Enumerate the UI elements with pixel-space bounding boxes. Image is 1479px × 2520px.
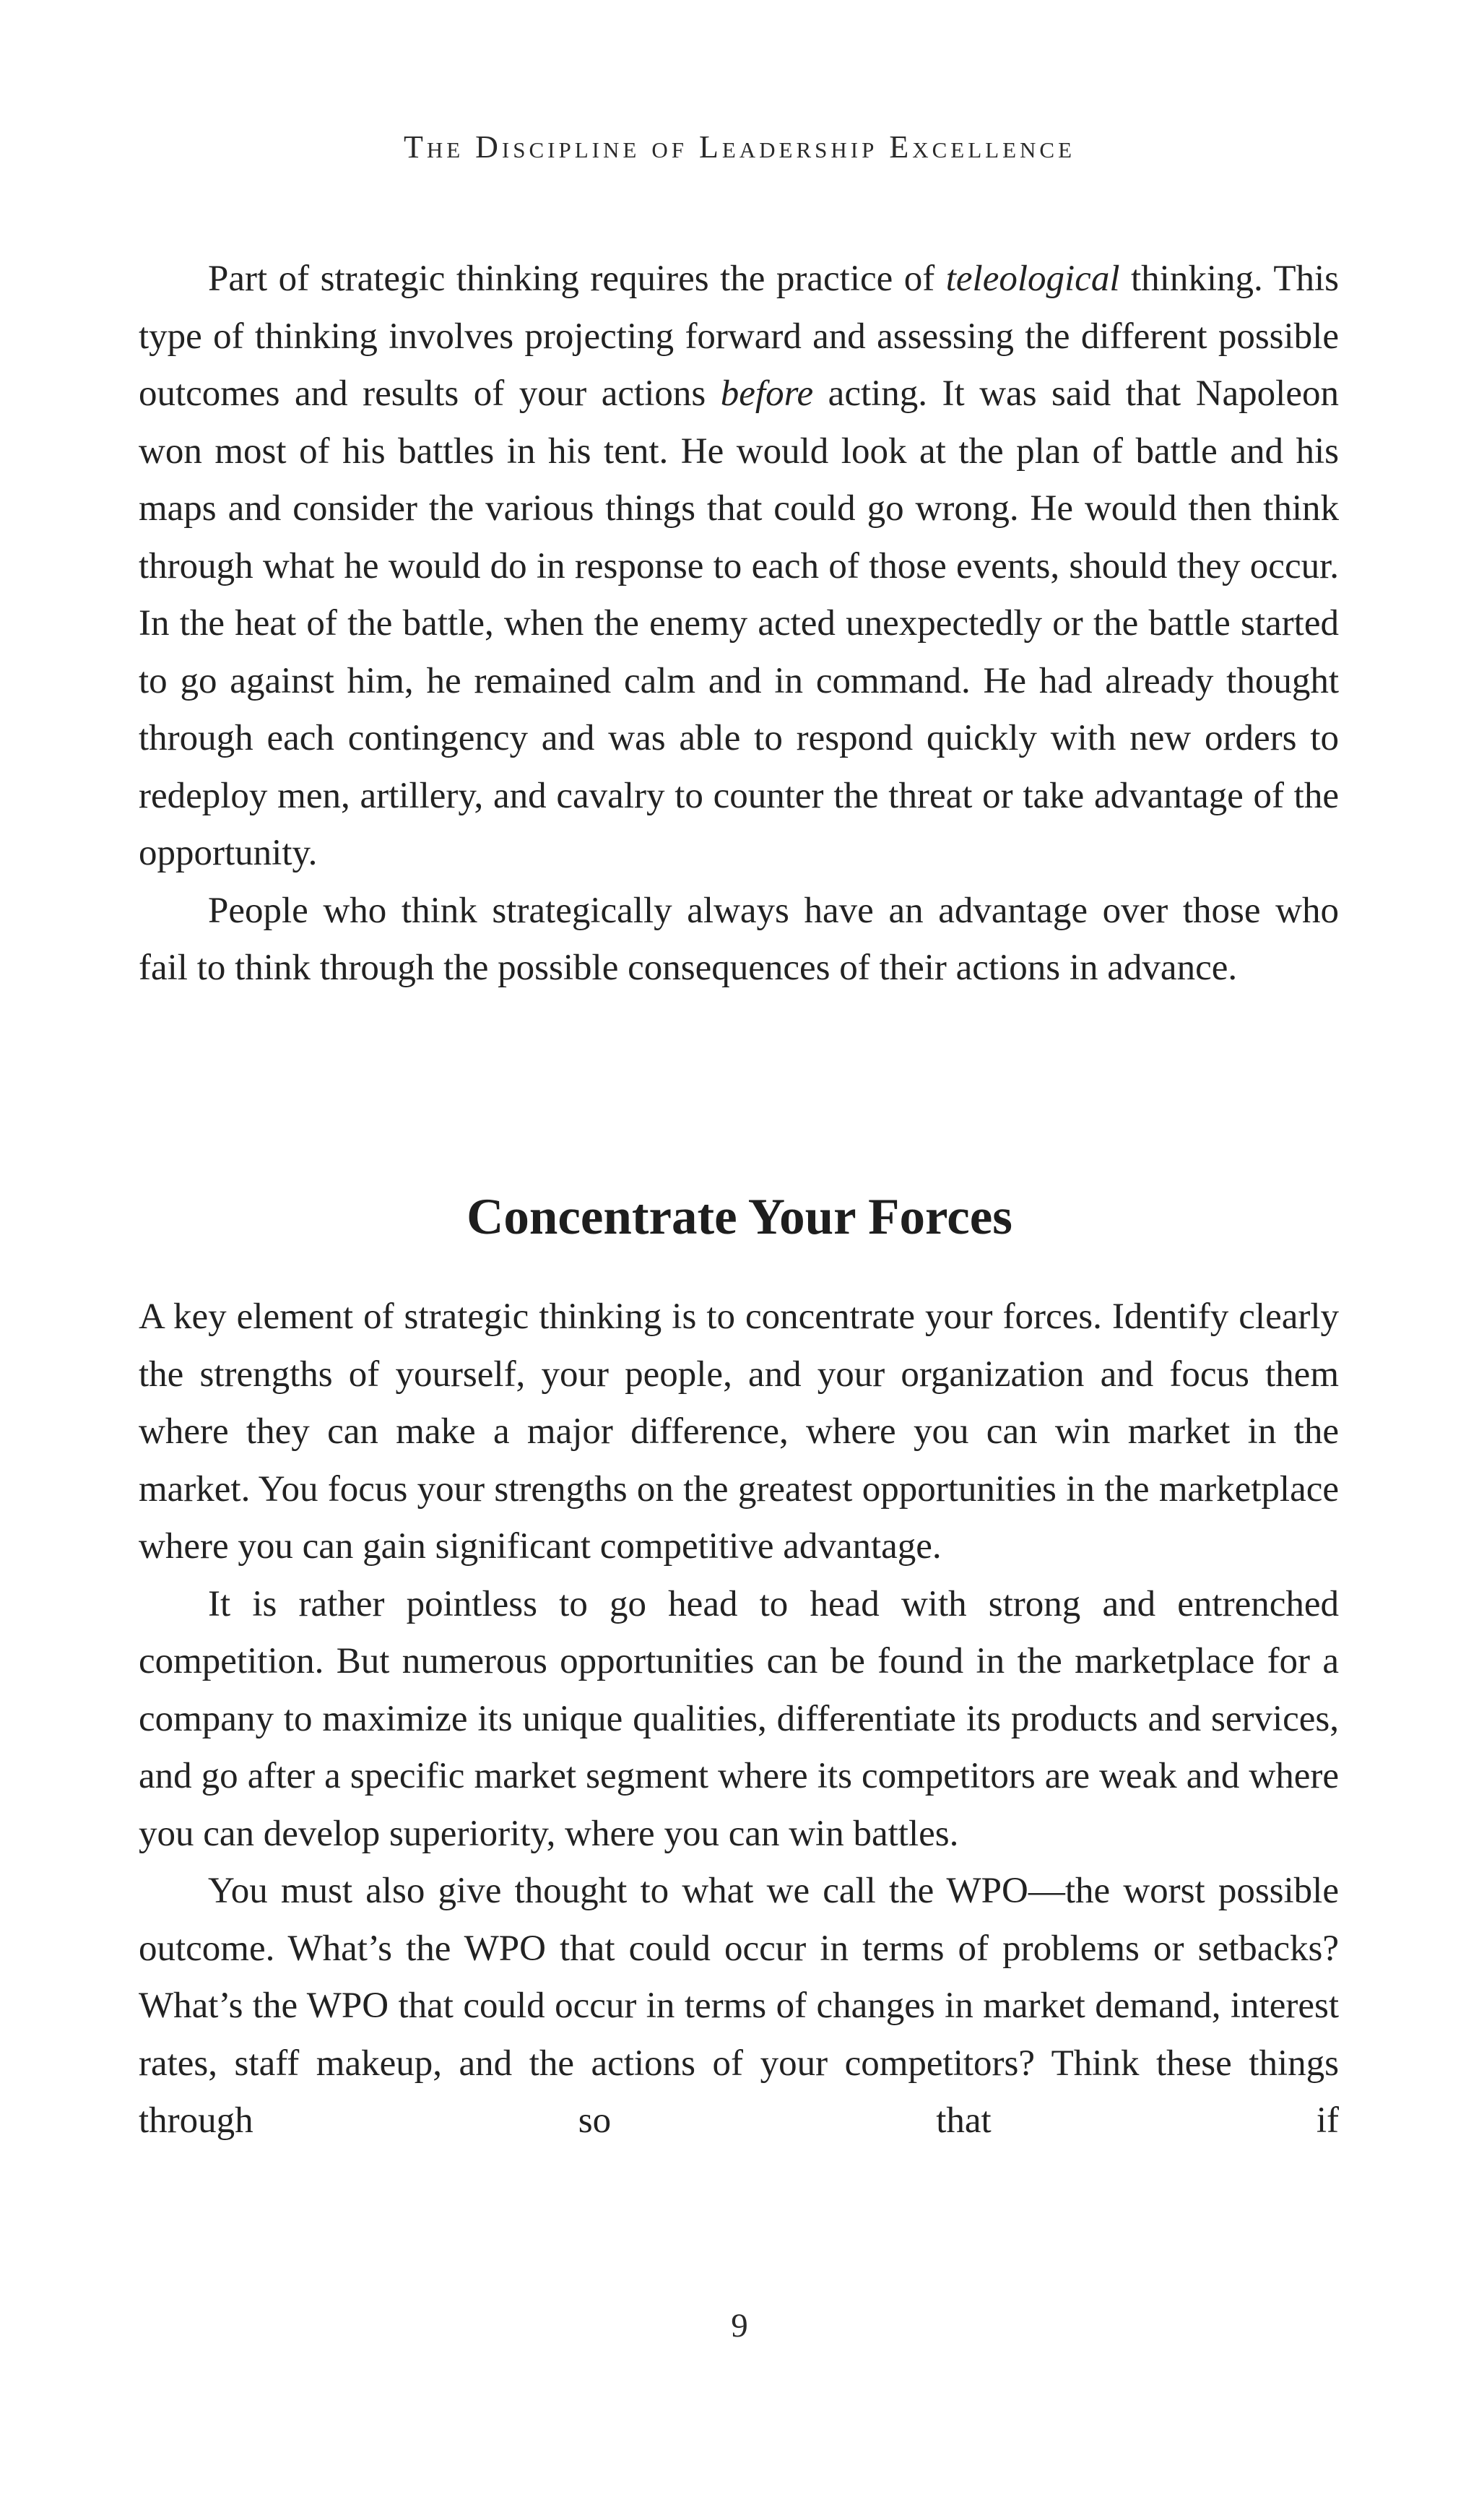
emphasis-teleological: teleological: [945, 259, 1120, 299]
page-number: 9: [731, 2307, 748, 2344]
emphasis-before: before: [720, 373, 814, 414]
paragraph-text: acting. It was said that Napoleon won most of his battles in his tent. He would look at the plan of battle and his maps and consider the various things that could go wrong. He would then think through what he would do in response to each of those events, should they occur. In the heat of the battle, when the enemy acted unexpectedly or the battle started to go against him, he remained calm and in command. He had already thought through each contingency and was able to respond quickly with new orders to redeploy men, artillery, and cavalry to counter the threat or take advantage of the opportunity.: [139, 373, 1339, 873]
paragraph-concentrate: A key element of strategic thinking is to concentrate your forces. Identify clearly the strengths of yourself, your people, and your organization and focus them where they can make a major difference, where you can win market in the market. You focus your strengths on the greatest opportunities in the marketplace where you can gain significant competitive advantage.: [139, 1296, 1339, 1567]
paragraph-competition: It is rather pointless to go head to head with strong and entrenched competition. But numerous opportunities can be found in the marketplace for a company to maximize its unique qualities, differentiate its products and services, and go after a specific market segment where its competitors are weak and where you can develop superiority, where you can win battles.: [139, 1583, 1339, 1854]
paragraph-wpo: You must also give thought to what we call the WPO—the worst possible outcome. What’s the WPO that could occur in terms of problems or setbacks? What’s the WPO that could occur in terms of changes in market demand, interest rates, staff makeup, and the actions of your competitors? Think these things through so that if: [139, 1871, 1339, 2141]
paragraph-text: thinking. This type of thinking involves projecting forward and assessing the different possible outcomes and results of your actions: [139, 259, 1339, 414]
running-head: The Discipline of Leadership Excellence: [403, 129, 1076, 165]
section-heading: Concentrate Your Forces: [467, 1189, 1012, 1245]
paragraph-text: Part of strategic thinking requires the practice of: [208, 259, 946, 299]
body-text-section: [139, 1289, 1339, 2150]
paragraph-napoleon: [139, 251, 1339, 883]
body-text-top: [139, 251, 1339, 997]
paragraph-strategic-advantage: People who think strategically always have an advantage over those who fail to think through the possible consequences of their actions in advance.: [139, 890, 1339, 988]
